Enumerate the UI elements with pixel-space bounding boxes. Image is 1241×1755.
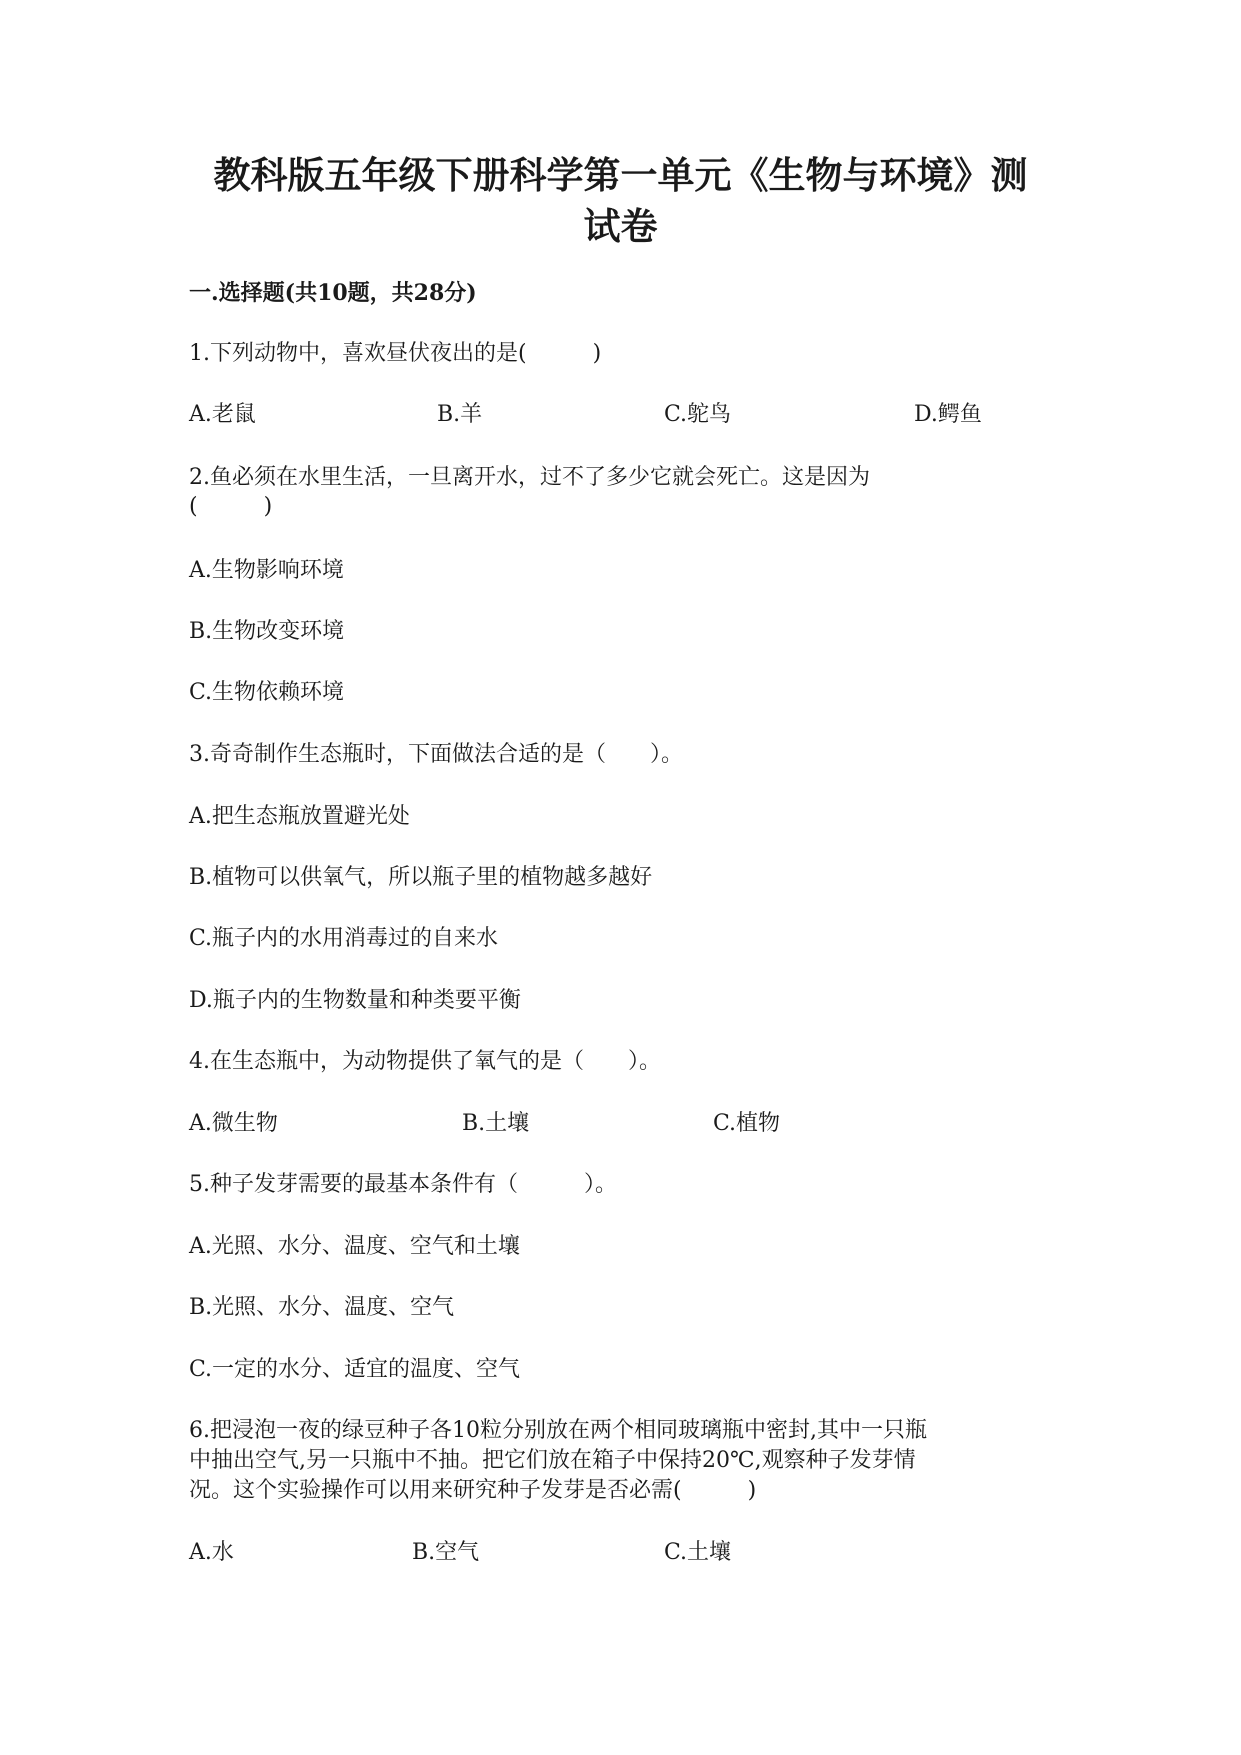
question-5-stem: 5.种子发芽需要的最基本条件有（ ）。: [189, 1172, 617, 1197]
question-2-stem-line-1: 2.鱼必须在水里生活，一旦离开水，过不了多少它就会死亡。这是因为: [189, 465, 870, 490]
question-1-option-d: D.鳄鱼: [914, 402, 982, 427]
question-1-option-b: B.羊: [437, 402, 483, 427]
question-5-option-a: A.光照、水分、温度、空气和土壤: [189, 1234, 520, 1259]
section-heading: 一.选择题(共10题，共28分): [189, 280, 477, 306]
question-6-option-c: C.土壤: [664, 1540, 732, 1565]
question-1-stem: 1.下列动物中，喜欢昼伏夜出的是( ): [189, 341, 602, 366]
question-3-option-b: B.植物可以供氧气，所以瓶子里的植物越多越好: [189, 865, 653, 890]
question-6-stem-line-3: 况。这个实验操作可以用来研究种子发芽是否必需( ): [189, 1478, 757, 1503]
question-3-stem: 3.奇奇制作生态瓶时，下面做法合适的是（ ）。: [189, 742, 683, 767]
question-3-option-c: C.瓶子内的水用消毒过的自来水: [189, 926, 499, 951]
question-3-option-a: A.把生态瓶放置避光处: [189, 804, 410, 829]
question-1-option-c: C.鸵鸟: [664, 402, 732, 427]
question-2-option-b: B.生物改变环境: [189, 619, 345, 644]
question-4-option-a: A.微生物: [189, 1111, 278, 1136]
question-5-option-b: B.光照、水分、温度、空气: [189, 1295, 455, 1320]
question-5-option-c: C.一定的水分、适宜的温度、空气: [189, 1357, 521, 1382]
question-3-option-d: D.瓶子内的生物数量和种类要平衡: [189, 988, 521, 1013]
question-4-option-c: C.植物: [713, 1111, 781, 1136]
page-title-line-2: 试卷: [583, 204, 658, 248]
question-6-stem-line-1: 6.把浸泡一夜的绿豆种子各10粒分别放在两个相同玻璃瓶中密封,其中一只瓶: [189, 1418, 927, 1443]
question-2-option-a: A.生物影响环境: [189, 558, 344, 583]
question-6-option-b: B.空气: [412, 1540, 480, 1565]
question-6-stem-line-2: 中抽出空气,另一只瓶中不抽。把它们放在箱子中保持20℃,观察种子发芽情: [189, 1448, 916, 1473]
question-2-option-c: C.生物依赖环境: [189, 680, 345, 705]
question-1-option-a: A.老鼠: [189, 402, 256, 427]
page-title-line-1: 教科版五年级下册科学第一单元《生物与环境》测: [213, 153, 1028, 197]
question-4-option-b: B.土壤: [462, 1111, 530, 1136]
question-6-option-a: A.水: [189, 1540, 234, 1565]
question-4-stem: 4.在生态瓶中，为动物提供了氧气的是（ ）。: [189, 1049, 661, 1074]
question-2-stem-line-2: ( ): [189, 494, 273, 519]
